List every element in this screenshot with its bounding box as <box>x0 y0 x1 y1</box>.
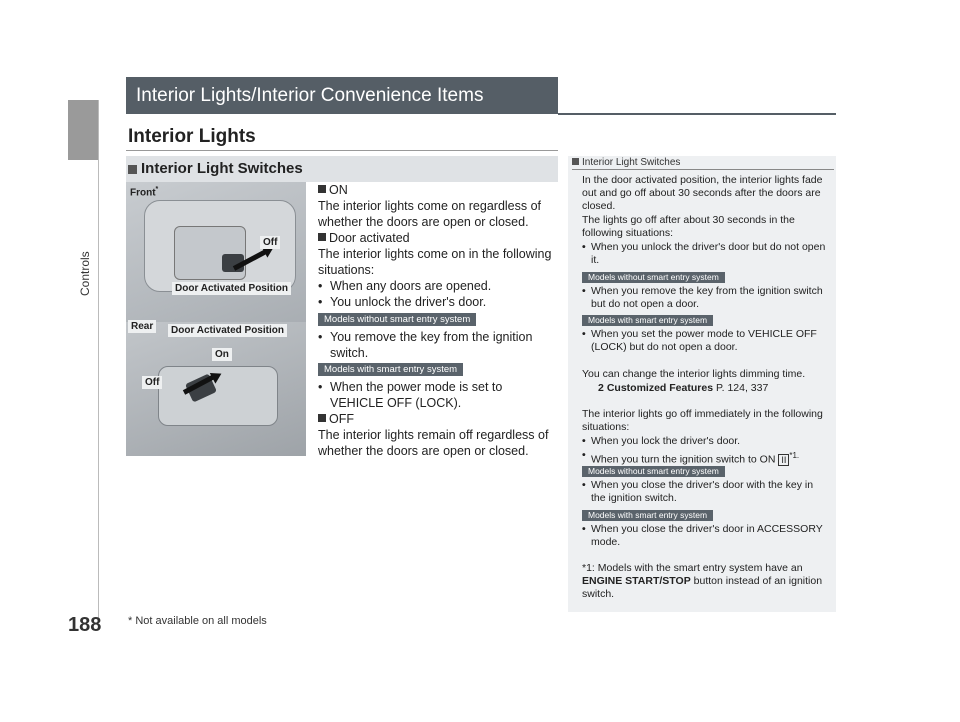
door-bullet-2: • You unlock the driver's door. <box>318 294 550 310</box>
rear-door-activated-label: Door Activated Position <box>168 324 287 337</box>
chapter-rule <box>558 113 836 115</box>
ignition-position-box: II <box>778 454 789 466</box>
square-bullet-icon <box>318 233 326 241</box>
chapter-title: Interior Lights/Interior Convenience Items <box>126 77 558 114</box>
door-text-2: situations: <box>318 263 375 277</box>
note-square-icon <box>572 158 579 165</box>
subsection-header <box>126 156 558 182</box>
door-heading: Door activated <box>318 230 410 246</box>
interior-light-illustration <box>126 182 306 456</box>
sidebar-heading: Interior Light Switches <box>572 157 680 168</box>
engine-start-stop-label: ENGINE START/STOP <box>582 575 691 587</box>
rear-off-label: Off <box>142 376 162 389</box>
footnote: * Not available on all models <box>128 615 267 627</box>
sidebar-reference <box>598 382 844 395</box>
door-bullet-4: • When the power mode is set to VEHICLE OFF (LOCK). <box>318 379 550 411</box>
sidebar-tag-without-2: Models without smart entry system <box>582 466 725 477</box>
square-bullet-icon <box>128 165 137 174</box>
square-bullet-icon <box>318 414 326 422</box>
sidebar-paragraph-2: The lights go off after about 30 seconds in the following situations: <box>582 214 795 239</box>
on-heading: ON <box>318 182 348 198</box>
sidebar-bullet-1: • When you unlock the driver's door but do not open it. <box>582 241 828 267</box>
side-divider <box>98 100 99 628</box>
sidebar-paragraph-4: The interior lights go off immediately in the following situations: <box>582 408 823 433</box>
subsection-title: Interior Light Switches <box>141 160 303 177</box>
front-door-activated-label: Door Activated Position <box>172 282 291 295</box>
rear-label: Rear <box>128 320 156 333</box>
sidebar-bullet-2: • When you remove the key from the ignition switch but do not open a door. <box>582 285 828 311</box>
tag-with-smart-entry: Models with smart entry system <box>318 363 463 376</box>
reference-title[interactable]: Customized Features <box>606 382 714 394</box>
sidebar-paragraph-1: In the door activated position, the interior lights fade out and go off about 30 seconds after the doors are closed. <box>582 174 823 212</box>
side-chapter-label: Controls <box>78 251 92 296</box>
section-title: Interior Lights <box>128 126 256 147</box>
sidebar-tag-with-2: Models with smart entry system <box>582 510 713 521</box>
sidebar-bullet-3: • When you set the power mode to VEHICLE OFF (LOCK) but do not open a door. <box>582 328 828 354</box>
square-bullet-icon <box>318 185 326 193</box>
tag-without-smart-entry: Models without smart entry system <box>318 313 476 326</box>
sidebar-bullet-7: • When you close the driver's door in ACCESSORY mode. <box>582 523 828 549</box>
sidebar-paragraph-3: You can change the interior lights dimming time. <box>582 368 806 380</box>
sidebar-bullet-5: • When you turn the ignition switch to ON II $^{*1.}$ <box>582 449 828 467</box>
reference-arrow-icon: 2 <box>598 382 604 394</box>
on-text-1: The interior lights come on regardless of <box>318 199 542 213</box>
door-bullet-3: • You remove the key from the ignition switch. <box>318 329 550 361</box>
sidebar-bullet-6: • When you close the driver's door with the key in the ignition switch. <box>582 479 828 505</box>
sidebar-tag-with-1: Models with smart entry system <box>582 315 713 326</box>
sidebar-bullet-4: • When you lock the driver's door. <box>582 435 828 448</box>
reference-pages: P. 124, 337 <box>715 382 769 394</box>
on-text-2: whether the doors are open or closed. <box>318 215 529 229</box>
door-bullet-1: • When any doors are opened. <box>318 278 550 294</box>
front-label: Front* <box>130 186 159 199</box>
sidebar-tag-without-1: Models without smart entry system <box>582 272 725 283</box>
front-off-label: Off <box>260 236 280 249</box>
sidebar-footnote: *1: Models with the smart entry system have an ENGINE START/STOP button instead of an ignition switch. <box>582 562 823 600</box>
off-heading: OFF <box>318 411 354 427</box>
rear-on-label: On <box>212 348 232 361</box>
chapter-tab <box>68 100 98 160</box>
door-text-1: The interior lights come on in the following <box>318 247 552 261</box>
section-rule <box>126 150 558 151</box>
off-text-2: whether the doors are open or closed. <box>318 444 529 458</box>
page-number: 188 <box>68 614 102 636</box>
sidebar-rule <box>572 169 834 170</box>
off-text-1: The interior lights remain off regardless of <box>318 428 549 442</box>
